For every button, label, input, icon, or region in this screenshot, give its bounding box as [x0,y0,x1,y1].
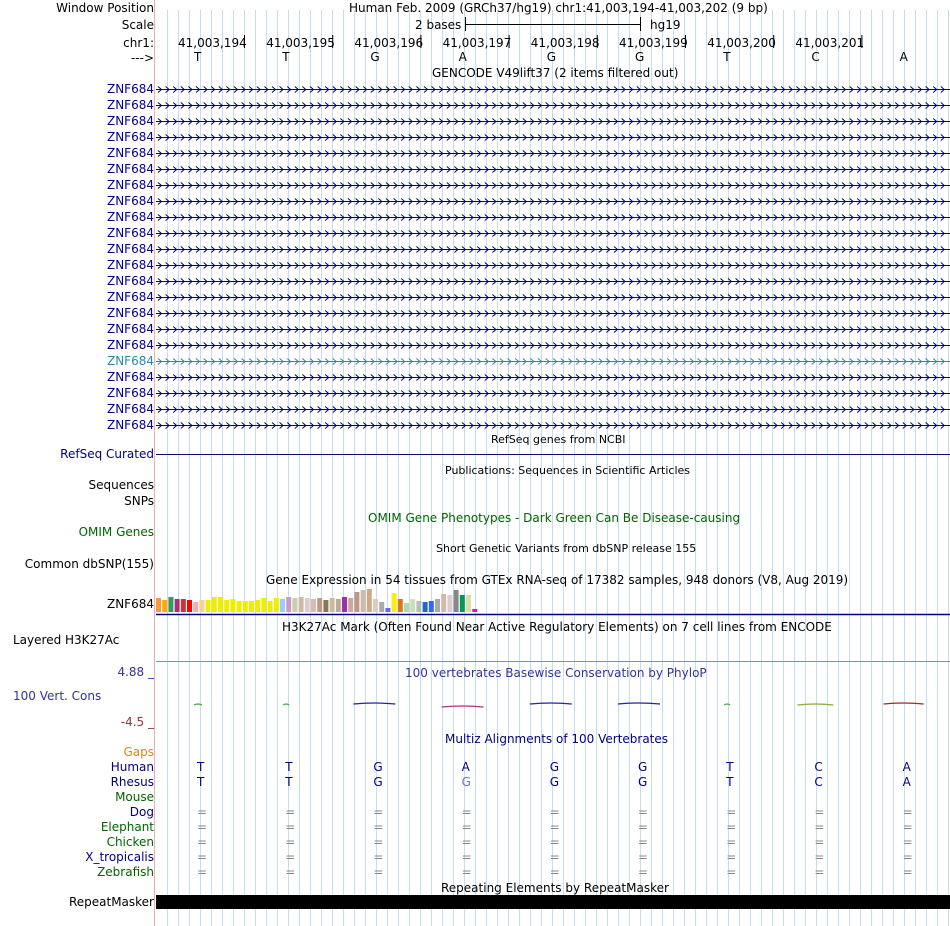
gtex-tissue-bar [212,597,217,612]
multiz-alignment-base: = [285,820,296,834]
phylop-ymin-label: -4.5 _ [120,715,154,729]
multiz-alignment-base: = [197,820,208,834]
multiz-species-label[interactable]: Rhesus [110,775,154,789]
gtex-tissue-bar [454,590,459,612]
phylop-conservation-mark [283,704,289,705]
multiz-alignment-base: C [814,760,823,774]
gtex-tissue-bar [280,599,285,612]
publications-track-title: Publications: Sequences in Scientific Articles [445,464,690,477]
phylop-track-label[interactable]: 100 Vert. Cons [13,689,102,703]
gtex-tissue-bar [224,600,229,612]
gtex-tissue-bar [317,598,322,612]
gtex-tissue-bar [175,599,180,612]
gtex-tissue-bar [416,601,421,612]
multiz-alignment-base: A [461,760,470,774]
gtex-tissue-bar [218,597,223,612]
multiz-alignment-base: = [549,835,560,849]
gencode-gene-label[interactable]: ZNF684 [106,194,154,208]
gtex-tissue-bar [361,590,366,612]
gtex-tissue-bar [168,597,173,612]
refseq-track-label[interactable]: RefSeq Curated [60,447,154,461]
phylop-ymax-label: 4.88 _ [117,665,154,679]
repeatmasker-track-title: Repeating Elements by RepeatMasker [441,881,669,895]
repeatmasker-block [156,895,950,909]
multiz-alignment-base: T [726,760,734,774]
multiz-alignment-base: = [285,850,296,864]
scale-text: 2 bases [415,18,462,32]
gtex-tissue-bar [398,599,403,612]
strand-label: ---> [130,51,154,65]
h3k27ac-track-label[interactable]: Layered H3K27Ac [13,633,120,647]
gtex-tissue-bar [373,599,378,612]
gtex-tissue-bar [466,595,471,612]
multiz-alignment-base: T [197,775,205,789]
gtex-tissue-bar [379,602,384,612]
multiz-alignment-base: = [549,865,560,879]
gencode-gene-label[interactable]: ZNF684 [106,242,154,256]
dbsnp-track-title: Short Genetic Variants from dbSNP release 155 [436,542,697,555]
gencode-gene-label[interactable]: ZNF684 [106,354,154,368]
multiz-alignment-base: = [638,835,649,849]
gtex-tissue-bar [299,597,304,612]
multiz-alignment-base: = [902,820,913,834]
gtex-tissue-bar [435,599,440,612]
gtex-tissue-bar [348,598,353,612]
multiz-alignment-base: = [373,835,384,849]
gtex-tissue-bar [472,609,477,612]
position-tick-label: 41,003,201 [795,36,865,50]
multiz-alignment-base: G [373,775,383,789]
multiz-alignment-base: = [638,805,649,819]
gencode-gene-label[interactable]: ZNF684 [106,386,154,400]
gtex-tissue-bar [305,598,310,612]
multiz-alignment-base: = [373,805,384,819]
multiz-alignment-base: = [461,850,472,864]
multiz-alignment-base: = [285,865,296,879]
phylop-conservation-mark [884,703,924,704]
base-letter: A [458,50,467,64]
gencode-gene-label[interactable]: ZNF684 [106,146,154,160]
multiz-alignment-base: = [373,850,384,864]
position-tick-label: 41,003,198 [530,36,600,50]
position-tick-label: 41,003,200 [707,36,776,50]
gencode-gene-label[interactable]: ZNF684 [106,130,154,144]
gtex-tissue-bar [367,589,372,612]
gtex-tissue-bar [268,601,273,612]
gencode-gene-label[interactable]: ZNF684 [106,338,154,352]
base-letter: G [370,50,380,64]
phylop-conservation-mark [530,703,572,704]
gencode-gene-label[interactable]: ZNF684 [106,274,154,288]
multiz-alignment-base: G [638,760,648,774]
gtex-tissue-bar [249,601,254,612]
multiz-alignment-base: = [902,835,913,849]
multiz-alignment-base: = [638,820,649,834]
multiz-alignment-base: A [902,775,911,789]
multiz-alignment-base: = [461,835,472,849]
gencode-gene-label[interactable]: ZNF684 [106,418,154,432]
gtex-tissue-bar [392,593,397,612]
base-letter: T [282,50,290,64]
gtex-tissue-bar [330,598,335,612]
multiz-alignment-base: = [638,850,649,864]
multiz-alignment-base: = [814,805,825,819]
phylop-conservation-mark [353,703,395,704]
gencode-gene-label[interactable]: ZNF684 [106,178,154,192]
gtex-tissue-bar [342,597,347,612]
gtex-tissue-bar [206,600,211,612]
gtex-tissue-bar [230,599,235,612]
position-tick-label: 41,003,195 [266,36,335,50]
multiz-alignment-base: = [726,820,737,834]
multiz-track-title: Multiz Alignments of 100 Vertebrates [445,732,669,746]
window-position-label: Window Position [56,1,154,15]
multiz-alignment-base: = [549,820,560,834]
multiz-alignment-base: = [197,865,208,879]
multiz-alignment-base: = [814,865,825,879]
position-tick-label: 41,003,196 [354,36,424,50]
h3k27ac-track-title: H3K27Ac Mark (Often Found Near Active Regulatory Elements) on 7 cell lines from ENCODE [282,620,832,634]
multiz-alignment-base: = [902,865,913,879]
multiz-alignment-base: = [902,850,913,864]
gencode-gene-label[interactable]: ZNF684 [106,82,154,96]
repeatmasker-track-label[interactable]: RepeatMasker [68,895,154,909]
phylop-conservation-mark [724,704,730,705]
gtex-tissue-bar [156,598,161,612]
multiz-alignment-base: = [814,850,825,864]
multiz-alignment-base: = [549,850,560,864]
gtex-tissue-bar [311,599,316,612]
dbsnp-track-label[interactable]: Common dbSNP(155) [24,557,154,571]
multiz-alignment-base: = [461,805,472,819]
multiz-alignment-base: = [461,820,472,834]
multiz-species-label[interactable]: Human [110,760,154,774]
multiz-species-label[interactable]: X_tropicalis [85,850,154,864]
base-letter: C [811,50,820,64]
gtex-tissue-bar [423,602,428,612]
snps-track-label[interactable]: SNPs [124,494,154,508]
gencode-track-title: GENCODE V49lift37 (2 items filtered out) [432,66,679,80]
scale-label: Scale [121,18,154,32]
gtex-tissue-bar [274,598,279,612]
multiz-alignment-base: T [285,760,293,774]
gtex-tissue-bar [429,601,434,612]
phylop-conservation-mark [797,704,833,705]
multiz-alignment-base: = [197,805,208,819]
multiz-alignment-base: = [726,835,737,849]
gtex-tissue-bar [199,600,204,612]
gtex-track-title: Gene Expression in 54 tissues from GTEx RNA-seq of 17382 samples, 948 donors (V8, Aug 2019) [266,573,849,587]
gtex-tissue-bar [404,603,409,612]
multiz-alignment-base: = [197,835,208,849]
gtex-tissue-bar [447,595,452,612]
multiz-alignment-base: T [197,760,205,774]
base-letter: G [635,50,645,64]
gencode-gene-label[interactable]: ZNF684 [106,98,154,112]
base-letter: A [899,50,908,64]
chrom-label: chr1: [123,36,154,50]
gtex-tissue-bar [441,594,446,612]
multiz-alignment-base: = [461,865,472,879]
multiz-alignment-base: G [638,775,648,789]
multiz-alignment-base: = [549,805,560,819]
phylop-track-title: 100 vertebrates Basewise Conservation by PhyloP [405,666,707,680]
phylop-conservation-mark [194,704,202,705]
gencode-gene-label[interactable]: ZNF684 [106,114,154,128]
gtex-tissue-bar [410,599,415,612]
multiz-alignment-base: = [902,805,913,819]
omim-track-label[interactable]: OMIM Genes [78,525,154,539]
base-letter: G [546,50,557,64]
gencode-gene-label[interactable]: ZNF684 [106,290,154,304]
scale-db: hg19 [650,18,681,32]
gtex-tissue-bar [162,600,167,612]
gencode-gene-label[interactable]: ZNF684 [106,322,154,336]
multiz-alignment-base: A [902,760,911,774]
gtex-tissue-bar [354,592,359,612]
multiz-alignment-base: G [549,775,560,789]
multiz-alignment-base: = [285,835,296,849]
position-tick-label: 41,003,199 [619,36,688,50]
gtex-tissue-bar [323,600,328,612]
multiz-alignment-base: = [197,850,208,864]
multiz-alignment-base: = [638,865,649,879]
multiz-species-label[interactable]: Zebrafish [97,865,154,879]
gencode-gene-label[interactable]: ZNF684 [106,226,154,240]
gtex-tissue-bar [181,599,186,612]
multiz-species-label[interactable]: Dog [129,805,154,819]
multiz-alignment-base: = [726,865,737,879]
refseq-track-title: RefSeq genes from NCBI [491,433,626,446]
gencode-gene-label[interactable]: ZNF684 [106,402,154,416]
gencode-gene-label[interactable]: ZNF684 [106,370,154,384]
gtex-tissue-bar [336,599,341,612]
multiz-gaps-label[interactable]: Gaps [123,745,154,759]
multiz-alignment-base: = [814,820,825,834]
multiz-alignment-base: = [285,805,296,819]
gtex-tissue-bar [187,600,192,612]
multiz-alignment-base: = [726,850,737,864]
gtex-tissue-bar [255,600,260,612]
position-tick-label: 41,003,197 [442,36,512,50]
gtex-tissue-bar [243,601,248,612]
multiz-species-label[interactable]: Chicken [106,835,154,849]
gencode-gene-label[interactable]: ZNF684 [106,258,154,272]
multiz-alignment-base: G [373,760,383,774]
gencode-gene-label[interactable]: ZNF684 [106,210,154,224]
phylop-conservation-mark [442,706,484,707]
gtex-tissue-bar [292,598,297,612]
gtex-tissue-bar [460,595,465,612]
multiz-alignment-base: G [549,760,560,774]
phylop-conservation-mark [618,703,660,704]
multiz-alignment-base: T [726,775,734,789]
multiz-species-label[interactable]: Mouse [115,790,154,804]
gtex-tissue-bar [286,597,291,612]
multiz-alignment-base: = [814,835,825,849]
gencode-gene-label[interactable]: ZNF684 [106,162,154,176]
gtex-tissue-bar [385,608,390,612]
base-letter: T [194,50,202,64]
position-tick-label: 41,003,194 [178,36,247,50]
multiz-alignment-base: T [285,775,293,789]
multiz-alignment-base: = [373,865,384,879]
multiz-alignment-base: C [814,775,823,789]
window-position-text: Human Feb. 2009 (GRCh37/hg19) chr1:41,003,194-41,003,202 (9 bp) [349,1,768,15]
gtex-tissue-bar [193,602,198,612]
multiz-species-label[interactable]: Elephant [100,820,154,834]
multiz-alignment-base: G [461,775,471,789]
gencode-gene-label[interactable]: ZNF684 [106,306,154,320]
base-letter: T [723,50,731,64]
gtex-gene-label[interactable]: ZNF684 [106,597,154,611]
gtex-tissue-bar [237,601,242,612]
multiz-alignment-base: = [726,805,737,819]
gtex-tissue-bar [261,598,266,612]
multiz-alignment-base: = [373,820,384,834]
publications-track-label[interactable]: Sequences [88,478,154,492]
omim-track-title: OMIM Gene Phenotypes - Dark Green Can Be Disease-causing [368,511,741,525]
